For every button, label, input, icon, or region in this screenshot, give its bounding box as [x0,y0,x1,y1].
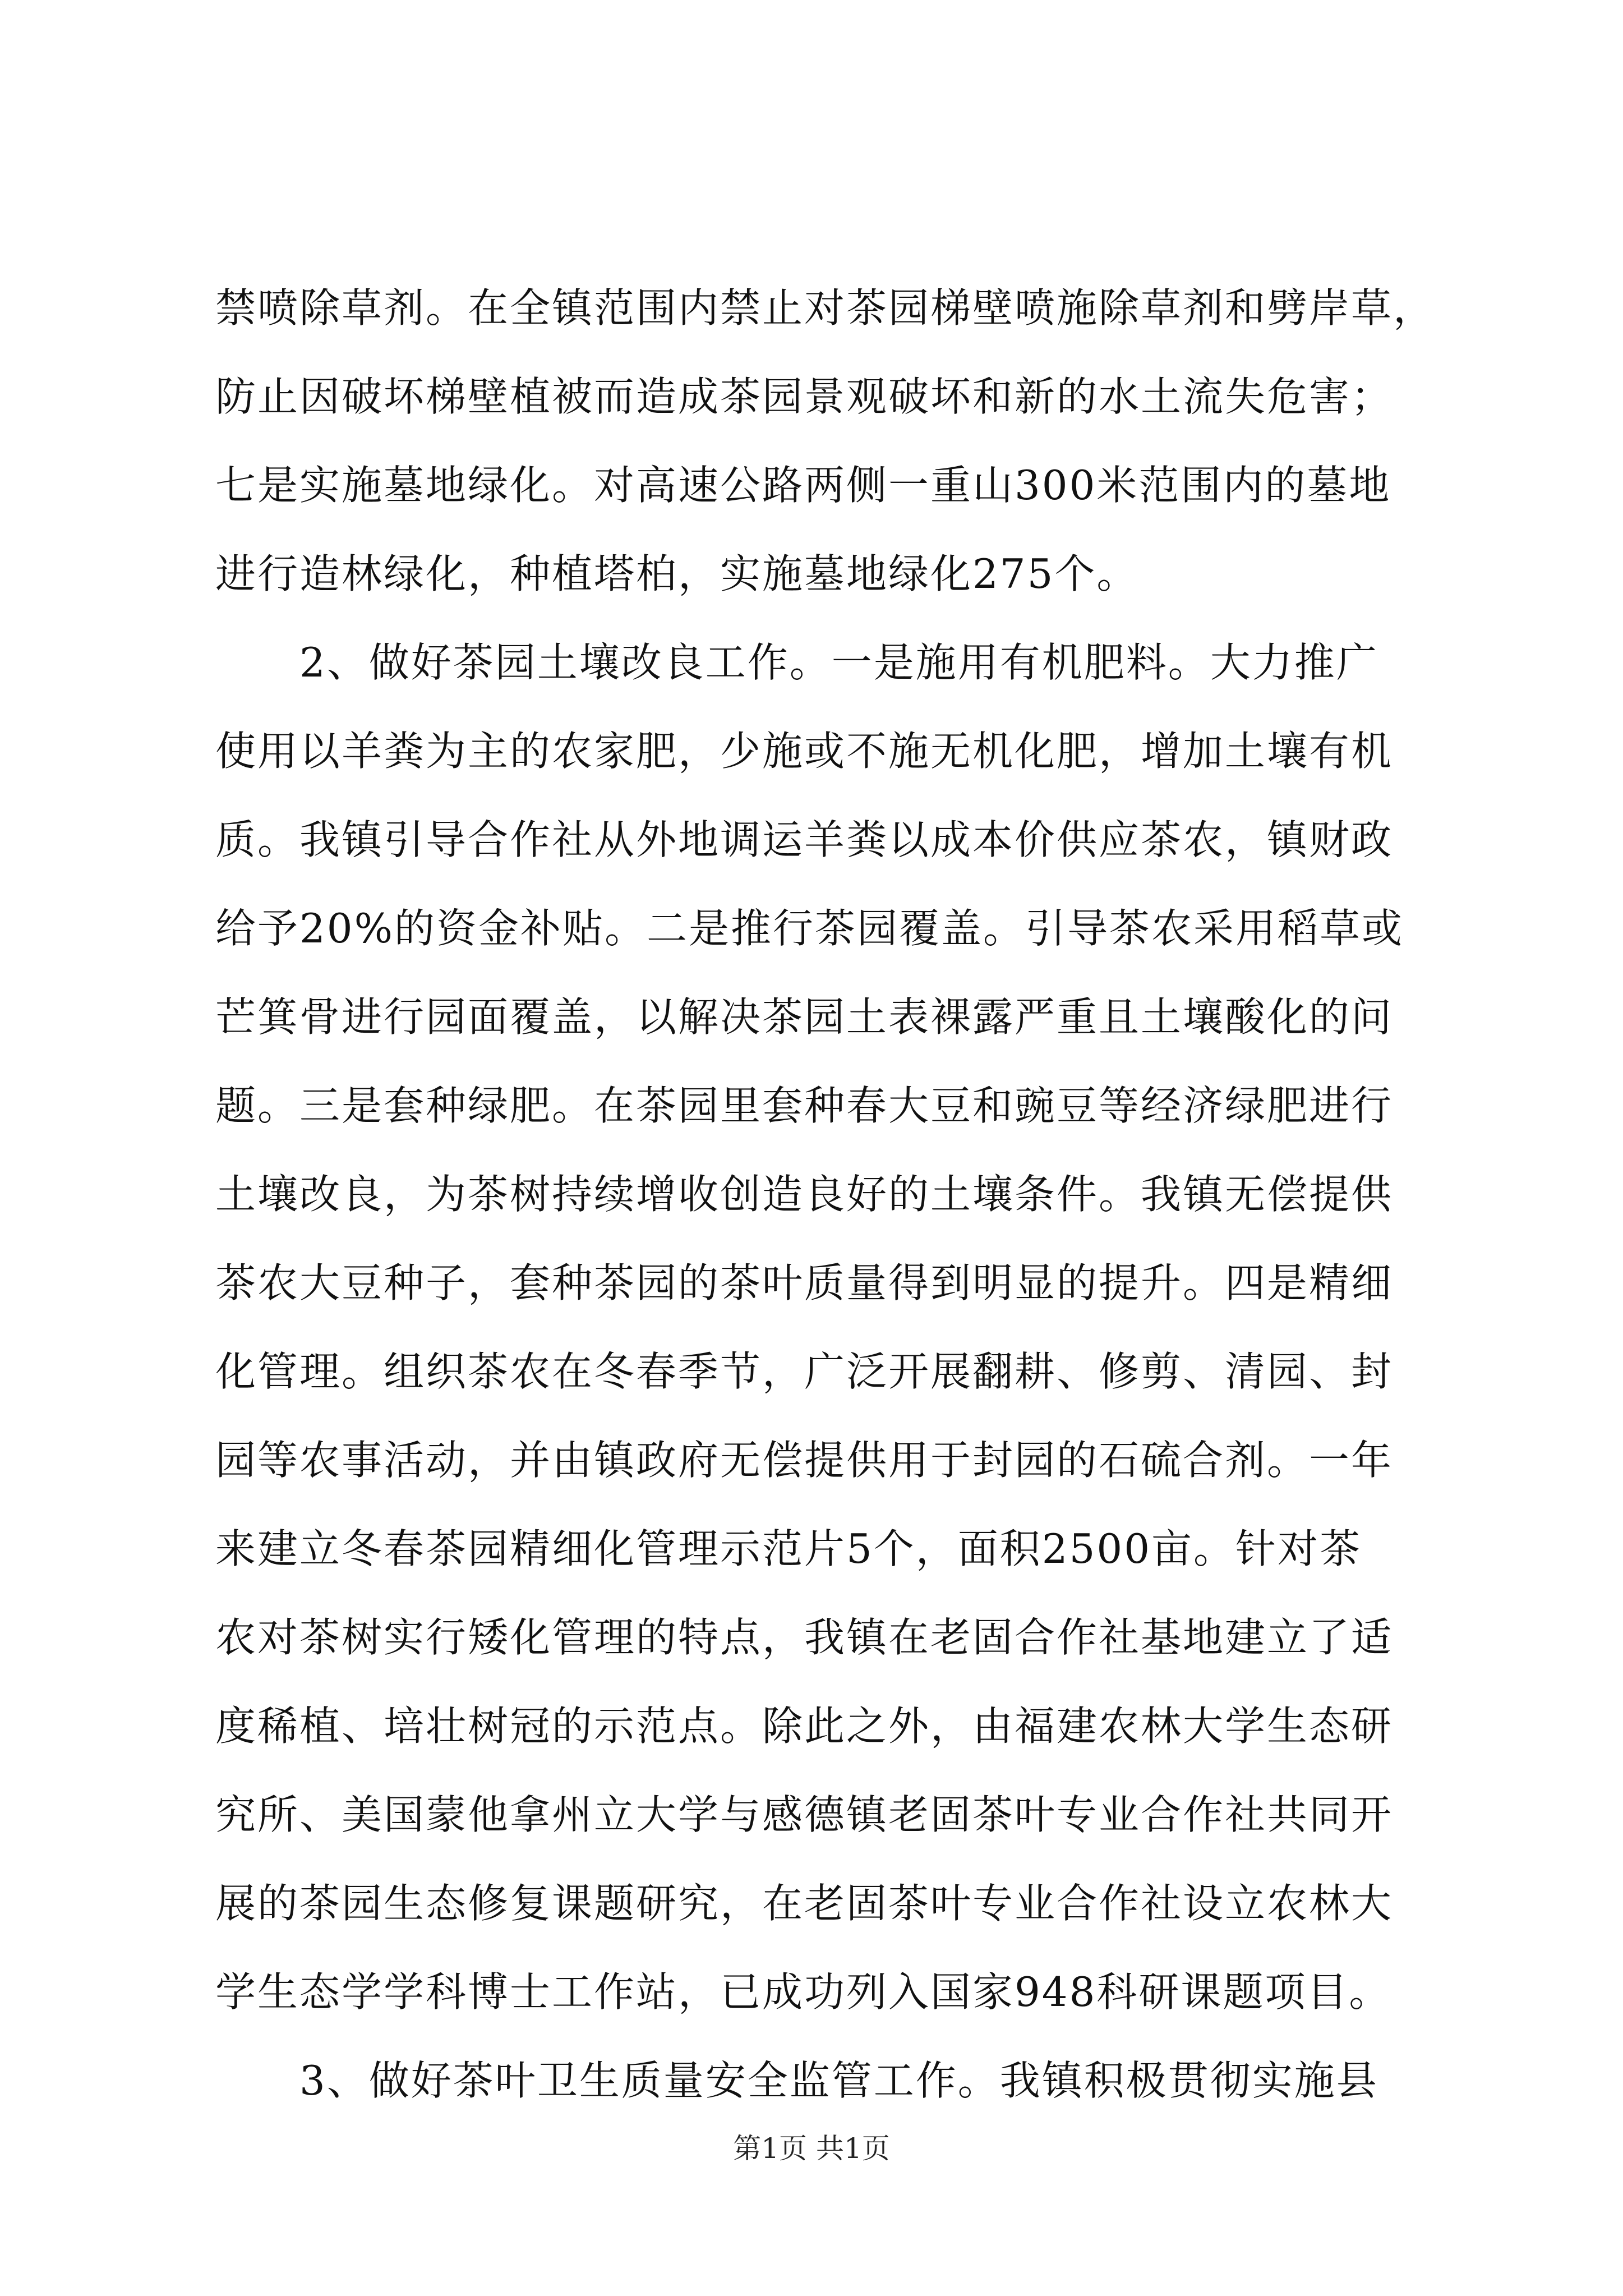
text-line: 茶农大豆种子，套种茶园的茶叶质量得到明显的提升。四是精细 [215,1259,1394,1306]
text-line: 进行造林绿化，种植塔柏，实施墓地绿化275个。 [215,550,1139,597]
body-text [215,264,1436,2125]
text-line: 芒箕骨进行园面覆盖，以解决茶园土表裸露严重且土壤酸化的问 [215,993,1394,1041]
text-line: 学生态学学科博士工作站，已成功列入国家948科研课题项目。 [215,1968,1391,2016]
text-line: 质。我镇引导合作社从外地调运羊粪以成本价供应茶农，镇财政 [215,816,1394,863]
text-line: 农对茶树实行矮化管理的特点，我镇在老固合作社基地建立了适 [215,1614,1394,1661]
text-line: 来建立冬春茶园精细化管理示范片5个，面积2500亩。针对茶 [215,1525,1362,1572]
text-line: 化管理。组织茶农在冬春季节，广泛开展翻耕、修剪、清园、封 [215,1348,1394,1395]
text-line: 度稀植、培壮树冠的示范点。除此之外，由福建农林大学生态研 [215,1703,1394,1750]
text-line: 禁喷除草剂。在全镇范围内禁止对茶园梯壁喷施除草剂和劈岸草， [215,284,1436,332]
text-line: 究所、美国蒙他拿州立大学与感德镇老固茶叶专业合作社共同开 [215,1791,1394,1838]
text-line: 土壤改良，为茶树持续增收创造良好的土壤条件。我镇无偿提供 [215,1171,1394,1218]
text-line: 园等农事活动，并由镇政府无偿提供用于封园的石硫合剂。一年 [215,1437,1394,1484]
text-line: 题。三是套种绿肥。在茶园里套种春大豆和豌豆等经济绿肥进行 [215,1082,1394,1129]
text-line: 2、做好茶园土壤改良工作。一是施用有机肥料。大力推广 [299,639,1378,686]
text-line: 防止因破坏梯壁植被而造成茶园景观破坏和新的水土流失危害； [215,373,1394,420]
text-line: 给予20%的资金补贴。二是推行茶园覆盖。引导茶农采用稻草或 [215,905,1404,952]
page-footer: 第1页 共1页 [733,2132,890,2165]
text-line: 使用以羊粪为主的农家肥，少施或不施无机化肥，增加土壤有机 [215,728,1394,775]
text-line: 3、做好茶叶卫生质量安全监管工作。我镇积极贯彻实施县 [299,2057,1378,2104]
text-line: 展的茶园生态修复课题研究，在老固茶叶专业合作社设立农林大 [215,1880,1394,1927]
text-line: 七是实施墓地绿化。对高速公路两侧一重山300米范围内的墓地 [215,462,1391,509]
